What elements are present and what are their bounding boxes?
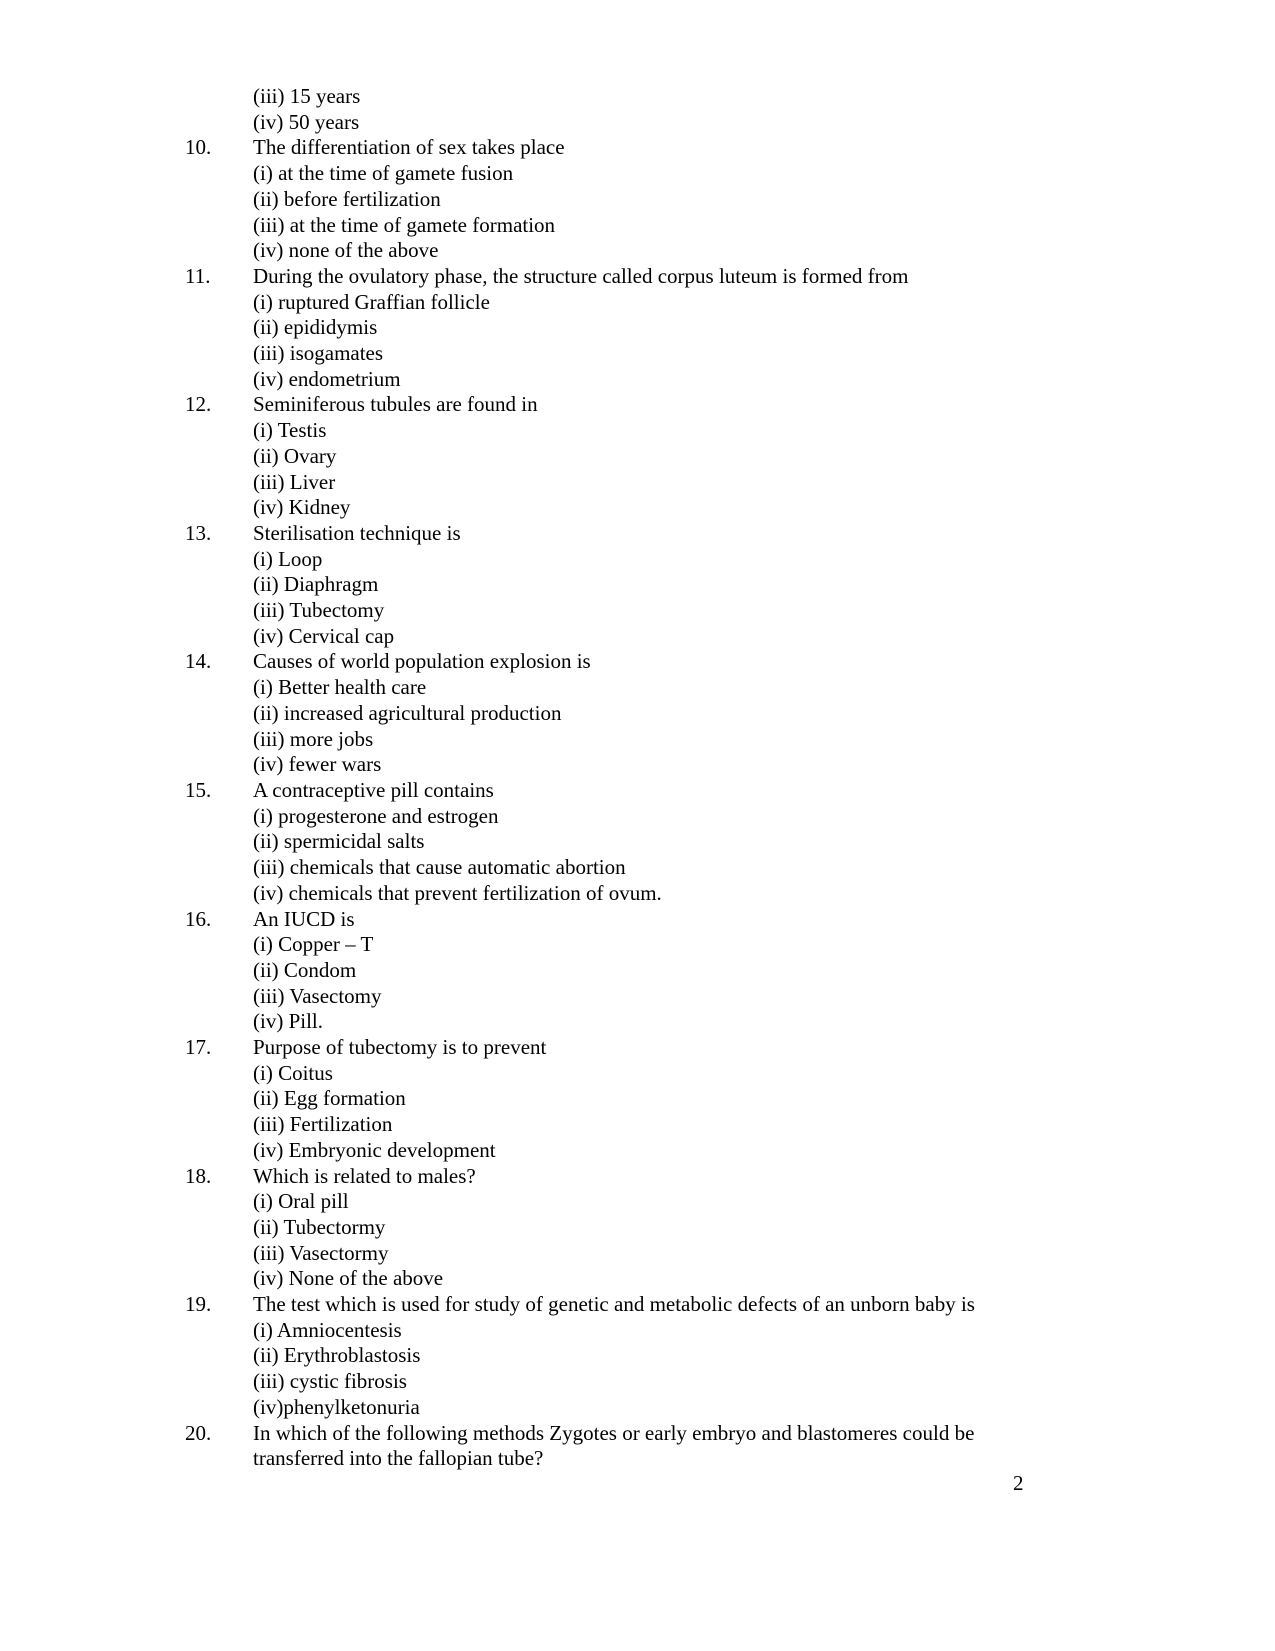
question-text: Sterilisation technique is bbox=[253, 520, 461, 545]
option-item: (iv) Pill. bbox=[253, 1009, 324, 1034]
question-body bbox=[253, 1164, 1033, 1293]
option-item: (iv) Cervical cap bbox=[253, 623, 395, 648]
question-options bbox=[253, 1061, 1033, 1164]
question-item bbox=[185, 1035, 1033, 1164]
option-item: (ii) Tubectormy bbox=[253, 1214, 386, 1239]
question-body bbox=[253, 649, 1033, 778]
option-item: (i) Copper – T bbox=[253, 932, 374, 957]
question-body bbox=[253, 392, 1033, 521]
option-item: (ii) epididymis bbox=[253, 315, 378, 340]
question-text: A contraceptive pill contains bbox=[253, 777, 494, 802]
option-item: (iii) 15 years bbox=[253, 84, 361, 108]
option-item: (i) Testis bbox=[253, 418, 327, 443]
question-body bbox=[253, 521, 1033, 650]
question-text: Which is related to males? bbox=[253, 1163, 476, 1188]
option-item: (iii) chemicals that cause automatic abortion bbox=[253, 855, 626, 880]
question-item bbox=[185, 649, 1033, 778]
question-body bbox=[253, 1421, 1033, 1472]
option-item: (ii) Condom bbox=[253, 957, 357, 982]
question-item bbox=[185, 392, 1033, 521]
question-item bbox=[185, 1292, 1033, 1421]
question-body bbox=[253, 778, 1033, 907]
page-number: 2 bbox=[1013, 1471, 1024, 1495]
question-number: 10. bbox=[185, 135, 212, 160]
option-item: (iii) isogamates bbox=[253, 341, 384, 366]
option-item: (iii) Fertilization bbox=[253, 1112, 393, 1137]
option-item: (ii) before fertilization bbox=[253, 186, 441, 211]
option-item: (iii) cystic fibrosis bbox=[253, 1369, 407, 1394]
option-item: (ii) increased agricultural production bbox=[253, 700, 562, 725]
question-text: An IUCD is bbox=[253, 906, 355, 931]
option-item: (ii) spermicidal salts bbox=[253, 829, 425, 854]
question-text: During the ovulatory phase, the structure called corpus luteum is formed from bbox=[253, 263, 909, 288]
question-item bbox=[185, 264, 1033, 393]
question-number: 11. bbox=[185, 263, 211, 288]
question-text: In which of the following methods Zygotes or early embryo and blastomeres could be transferred into the fallopian tube? bbox=[253, 1420, 975, 1471]
question-number: 14. bbox=[185, 649, 212, 674]
option-item: (iv) chemicals that prevent fertilization of ovum. bbox=[253, 880, 662, 905]
question-options bbox=[253, 804, 1033, 907]
question-number: 13. bbox=[185, 520, 212, 545]
question-list bbox=[185, 135, 1033, 1472]
option-item: (iii) Vasectormy bbox=[253, 1240, 389, 1265]
question-text: Seminiferous tubules are found in bbox=[253, 392, 538, 417]
question-number: 12. bbox=[185, 392, 212, 417]
question-options bbox=[253, 675, 1033, 778]
option-item: (ii) Ovary bbox=[253, 443, 337, 468]
option-item: (iv) None of the above bbox=[253, 1266, 444, 1291]
question-item bbox=[185, 778, 1033, 907]
option-item: (i) Oral pill bbox=[253, 1189, 349, 1214]
question-body bbox=[253, 1292, 1033, 1421]
question-number: 16. bbox=[185, 906, 212, 931]
question-body bbox=[253, 264, 1033, 393]
question-options bbox=[253, 1189, 1033, 1292]
option-item: (i) ruptured Graffian follicle bbox=[253, 289, 490, 314]
question-number: 15. bbox=[185, 777, 212, 802]
question-options bbox=[253, 418, 1033, 521]
option-item: (iv) none of the above bbox=[253, 238, 439, 263]
option-item: (iv) Embryonic development bbox=[253, 1137, 496, 1162]
question-number: 20. bbox=[185, 1420, 212, 1445]
question-options bbox=[253, 161, 1033, 264]
option-item: (iv) endometrium bbox=[253, 366, 401, 391]
continued-options bbox=[253, 84, 1033, 135]
question-text: The differentiation of sex takes place bbox=[253, 135, 565, 160]
question-text: Purpose of tubectomy is to prevent bbox=[253, 1035, 547, 1060]
question-options bbox=[253, 1318, 1033, 1421]
question-body bbox=[253, 907, 1033, 1036]
option-item: (iii) Vasectomy bbox=[253, 983, 382, 1008]
option-item: (i) Loop bbox=[253, 546, 323, 571]
option-item: (iv) 50 years bbox=[253, 109, 360, 134]
question-item bbox=[185, 1164, 1033, 1293]
option-item: (iii) Liver bbox=[253, 469, 336, 494]
question-item bbox=[185, 135, 1033, 264]
document-page bbox=[185, 84, 1033, 1472]
option-item: (i) Better health care bbox=[253, 675, 427, 700]
option-item: (ii) Egg formation bbox=[253, 1086, 406, 1111]
question-options bbox=[253, 932, 1033, 1035]
option-item: (iii) Tubectomy bbox=[253, 598, 385, 623]
option-item: (iii) more jobs bbox=[253, 726, 374, 751]
question-body bbox=[253, 135, 1033, 264]
option-item: (iv) Kidney bbox=[253, 495, 351, 520]
option-item: (i) Coitus bbox=[253, 1060, 333, 1085]
question-body bbox=[253, 1035, 1033, 1164]
question-item bbox=[185, 1421, 1033, 1472]
question-item bbox=[185, 521, 1033, 650]
question-options bbox=[253, 290, 1033, 393]
option-item: (iii) at the time of gamete formation bbox=[253, 212, 556, 237]
option-item: (iv) fewer wars bbox=[253, 752, 382, 777]
option-item: (iv)phenylketonuria bbox=[253, 1394, 420, 1419]
question-number: 18. bbox=[185, 1163, 212, 1188]
option-item: (i) at the time of gamete fusion bbox=[253, 161, 514, 186]
option-item: (i) progesterone and estrogen bbox=[253, 803, 499, 828]
option-item: (i) Amniocentesis bbox=[253, 1317, 402, 1342]
question-text: The test which is used for study of genetic and metabolic defects of an unborn baby is bbox=[253, 1292, 975, 1317]
question-options bbox=[253, 547, 1033, 650]
question-number: 19. bbox=[185, 1292, 212, 1317]
option-item: (ii) Diaphragm bbox=[253, 572, 379, 597]
question-text: Causes of world population explosion is bbox=[253, 649, 591, 674]
question-number: 17. bbox=[185, 1035, 212, 1060]
question-item bbox=[185, 907, 1033, 1036]
option-item: (ii) Erythroblastosis bbox=[253, 1343, 421, 1368]
